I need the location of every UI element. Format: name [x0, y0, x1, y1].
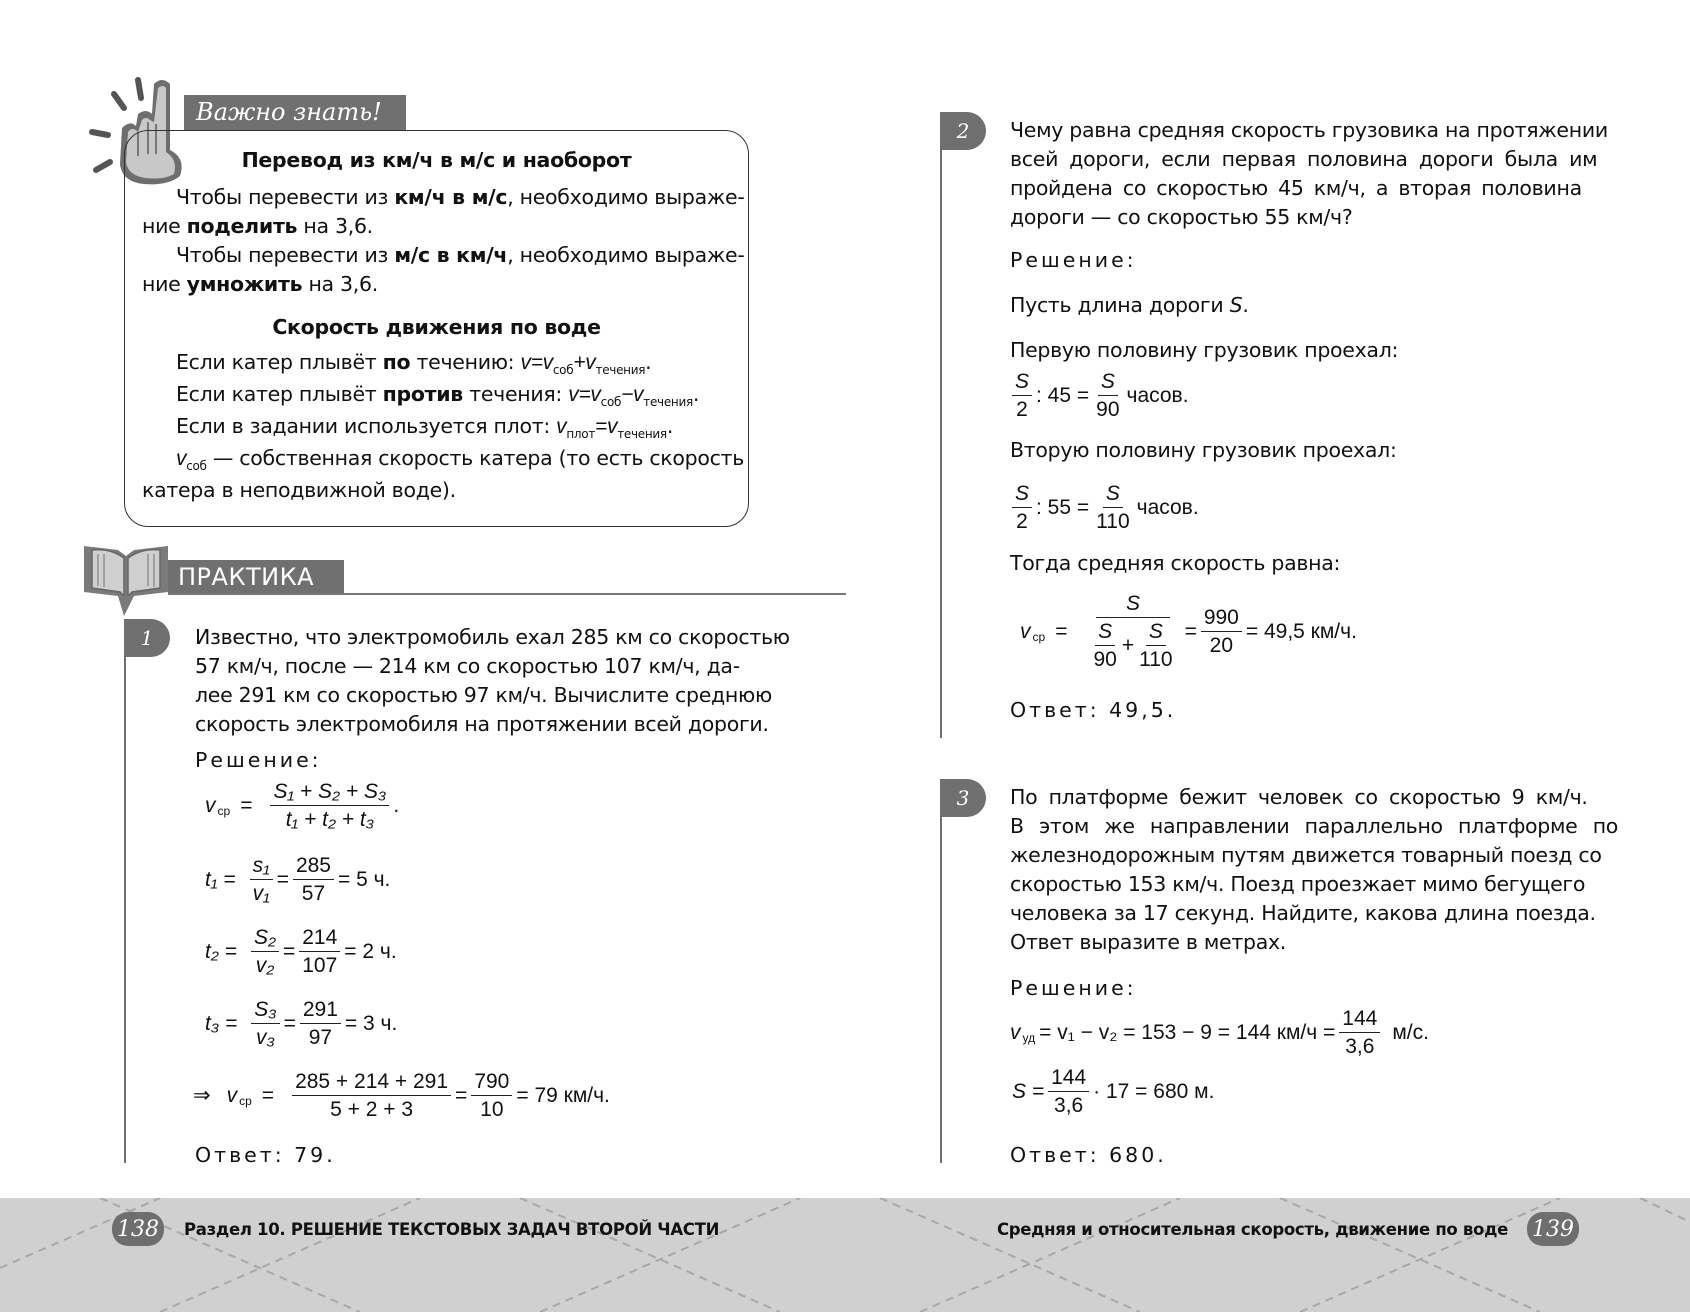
text: Если в задании используется плот: [176, 414, 557, 438]
text: Пусть длина дороги [1010, 293, 1230, 317]
text: течению: [410, 350, 521, 374]
subscript: течения [617, 427, 667, 441]
formula: −v [621, 383, 644, 406]
answer: Ответ: 49,5. [1010, 698, 1177, 722]
fraction-denominator: 90 [1093, 648, 1117, 671]
fraction-denominator: 3,6 [1345, 1035, 1375, 1058]
formula-final-average: ⇒ v ср = $\frac{285 + 214 + 291}{5 + 2 + 3}$ = $\frac{790}{10}$ = 79 км/ч. [193, 1070, 610, 1121]
formula-t2: t₂ = $\frac{\text{S₂}}{\text{v₂}}$ = $\frac{214}{107}$ = 2 ч. [205, 926, 397, 977]
fraction-denominator: 57 [301, 882, 326, 905]
formula-relative-speed [1010, 1005, 1429, 1060]
subscript: ср [1032, 629, 1046, 644]
page-footer [0, 1198, 1690, 1312]
formula: +v [573, 351, 596, 374]
text: течения: [462, 382, 569, 406]
text-bold: поделить [186, 214, 298, 238]
formula-result: = 2 ч. [344, 939, 397, 963]
formula-t1: t₁ = $\frac{\text{s₁}}{\text{v₁}}$ = $\frac{285}{57}$ = 5 ч. [205, 854, 391, 905]
footer-section-title [184, 1220, 719, 1239]
formula-result: = 49,5 км/ч. [1245, 619, 1357, 643]
answer: Ответ: 79. [195, 1143, 336, 1167]
then-label: Тогда средняя скорость равна: [1010, 551, 1341, 575]
subscript: ср [239, 1093, 252, 1108]
page-number-right: 139 [1527, 1212, 1579, 1246]
formula-t3: t₃ = $\frac{\text{S₃}}{\text{v₃}}$ = $\frac{291}{97}$ = 3 ч. [205, 998, 398, 1049]
formula-lhs: t₁ = [205, 867, 236, 891]
formula-var: v [226, 1083, 238, 1107]
rule-own-speed [142, 444, 742, 476]
fraction-numerator: 990 [1201, 604, 1242, 632]
text: ние [142, 272, 187, 296]
practice-banner: ПРАКТИКА [168, 560, 344, 594]
formula: v=v [520, 351, 553, 374]
problem-number-badge: 2 [940, 112, 986, 150]
fraction-numerator: s₁ [250, 852, 273, 880]
problem-number-badge: 1 [124, 619, 170, 657]
text-line: дороги — со скоростью 55 км/ч? [1010, 205, 1353, 229]
formula-average-speed: v ср = $\frac{\text{S₁ + S₂ + S₃}}{\text{t₁ + t₂ + t₃}}$ . [205, 780, 400, 831]
solution-label: Решение: [1010, 976, 1137, 1000]
subscript: соб [552, 363, 574, 377]
fraction-denominator: v₃ [256, 1026, 275, 1049]
box-paragraph-divide [142, 183, 745, 299]
implies-arrow-icon: ⇒ [193, 1084, 211, 1107]
fraction-numerator: S [1012, 368, 1032, 396]
formula-unit: часов. [1136, 495, 1199, 519]
problem-1-text [195, 623, 790, 739]
practice-divider [168, 593, 846, 595]
second-half-label: Вторую половину грузовик проехал: [1010, 438, 1397, 462]
fraction-denominator: 110 [1139, 648, 1173, 671]
box-title-water: Скорость движения по воде [272, 315, 601, 339]
fraction-numerator: S [1103, 480, 1123, 508]
text: катера в неподвижной воде). [142, 478, 456, 502]
formula-result: · 17 = 680 м. [1093, 1079, 1215, 1103]
text: Если катер плывёт [176, 350, 383, 374]
fraction-numerator: S [1146, 618, 1166, 646]
formula-average-speed-2: v ср = S $\frac{S}{90}$ + $\frac{S}{110}$ = $\frac{990}{20}$ = 49,5 км/ч. [1020, 592, 1357, 671]
solution-label: Решение: [1010, 248, 1137, 272]
fraction-denominator: 3,6 [1054, 1094, 1084, 1117]
text: РЕШЕНИЕ ТЕКСТОВЫХ ЗАДАЧ ВТОРОЙ ЧАСТИ [285, 1220, 720, 1239]
text: на 3,6. [302, 272, 378, 296]
text-bold: м/с в км/ч [394, 243, 508, 267]
formula: v [556, 415, 567, 438]
fraction-numerator: 285 + 214 + 291 [292, 1068, 451, 1096]
text: Чтобы перевести из [176, 185, 395, 209]
first-half-label: Первую половину грузовик проехал: [1010, 338, 1399, 362]
subscript: плот [566, 427, 596, 441]
text-line: По платформе бежит человек со скоростью 9 км/ч. [1010, 785, 1588, 809]
fraction-numerator: 790 [471, 1068, 512, 1096]
formula-unit: м/с. [1392, 1020, 1429, 1044]
fraction-denominator: 97 [308, 1026, 333, 1049]
formula-var: v [205, 793, 216, 817]
problem-2-text [1010, 116, 1608, 232]
fraction-numerator: 214 [299, 924, 340, 952]
text-bold: км/ч в м/с [394, 185, 508, 209]
fraction-denominator: 2 [1016, 510, 1028, 533]
formula-var: v [1020, 619, 1031, 643]
formula-lhs: t₂ = [205, 939, 237, 963]
fraction-numerator: S [1098, 368, 1118, 396]
page-number-left: 138 [112, 1212, 164, 1246]
fraction-numerator: S [1095, 618, 1115, 646]
text-line: человека за 17 секунд. Найдите, какова длина поезда. [1010, 901, 1596, 925]
footer-topic-title: Средняя и относительная скорость, движение по воде [996, 1220, 1508, 1239]
text-line: пройдена со скоростью 45 км/ч, а вторая половина [1010, 176, 1582, 200]
formula-unit: часов. [1126, 383, 1189, 407]
fraction-numerator: S₂ [251, 924, 279, 952]
problem-side-bar [940, 112, 942, 738]
subscript: соб [186, 459, 207, 473]
formula-text: : 45 = [1036, 383, 1090, 407]
fraction-denominator: $\frac{S}{90}$ + $\frac{S}{110}$ [1085, 618, 1180, 673]
formula-lhs: S = [1012, 1079, 1045, 1103]
text: Раздел 10. [184, 1220, 286, 1239]
fraction-denominator: 107 [302, 954, 338, 977]
text: , необходимо выраже- [507, 243, 745, 267]
text-line: лее 291 км со скоростью 97 км/ч. Вычислите среднюю [195, 683, 772, 707]
formula-result: = 5 ч. [338, 867, 391, 891]
fraction-numerator: 291 [300, 996, 341, 1024]
open-book-icon [80, 540, 172, 620]
rule-downstream: Если катер плывёт по течению: $v=v_{соб}+v_{течения}$. [176, 350, 652, 377]
text: — собственная скорость катера (то есть скорость [206, 446, 744, 470]
fraction-denominator: 5 + 2 + 3 [330, 1098, 413, 1121]
fraction-denominator: 90 [1096, 398, 1120, 421]
text: ние [142, 214, 187, 238]
solution-let-line: Пусть длина дороги S. [1010, 293, 1249, 317]
fraction-denominator: 10 [480, 1098, 504, 1121]
box-water-rules [142, 348, 742, 505]
problem-side-bar [940, 779, 942, 1163]
text-line: Чему равна средняя скорость грузовика на протяжении [1010, 118, 1608, 142]
text-line: В этом же направлении параллельно платформе по [1010, 814, 1619, 838]
fraction-denominator: 2 [1016, 398, 1028, 421]
fraction-numerator: 144 [1048, 1064, 1089, 1092]
text-line: 57 км/ч, после — 214 км со скоростью 107 км/ч, да- [195, 654, 740, 678]
formula-second-half [1010, 480, 1199, 535]
fraction-numerator: S₁ + S₂ + S₃ [270, 778, 389, 806]
formula-result: = 79 км/ч. [516, 1083, 610, 1107]
text: на 3,6. [297, 214, 373, 238]
text: , необходимо выраже- [507, 185, 745, 209]
subscript: ср [217, 803, 231, 818]
formula-first-half [1010, 368, 1189, 423]
important-banner: Важно знать! [184, 95, 406, 130]
problem-3-text [1010, 783, 1619, 957]
fraction-denominator: 110 [1096, 510, 1130, 533]
text-bold: умножить [186, 272, 303, 296]
fraction-denominator: 20 [1209, 634, 1234, 657]
fraction-numerator: S [1096, 590, 1170, 618]
fraction-denominator: v₂ [255, 954, 275, 977]
subscript: соб [600, 395, 622, 409]
footer-pattern [0, 1198, 1690, 1312]
text: Чтобы перевести из [176, 243, 395, 267]
text-bold: по [382, 350, 411, 374]
fraction-numerator: S₃ [251, 996, 279, 1024]
formula: v=v [568, 383, 601, 406]
problem-number-badge: 3 [940, 779, 986, 817]
answer: Ответ: 680. [1010, 1143, 1167, 1167]
rule-raft: Если в задании используется плот: $v_{плот}=v_{течения}$. [176, 414, 674, 441]
problem-side-bar [124, 619, 126, 1163]
text-line: скорость электромобиля на протяжении всей дороги. [195, 712, 769, 736]
formula-var: S [1229, 293, 1243, 317]
formula: v [176, 447, 187, 470]
solution-label: Решение: [195, 748, 322, 772]
formula-lhs: t₃ = [205, 1011, 238, 1035]
text: Если катер плывёт [176, 382, 383, 406]
formula-result: = 3 ч. [344, 1011, 398, 1035]
subscript: уд [1022, 1030, 1036, 1045]
formula-text: = v₁ − v₂ = 153 − 9 = 144 км/ч = [1039, 1020, 1336, 1044]
text-bold: против [382, 382, 463, 406]
text-line: Ответ выразите в метрах. [1010, 930, 1287, 954]
rule-upstream: Если катер плывёт против течения: $v=v_{соб}-v_{течения}$. [176, 382, 700, 409]
formula-text: : 55 = [1036, 495, 1090, 519]
subscript: течения [595, 363, 646, 377]
text-line: скоростью 153 км/ч. Поезд проезжает мимо бегущего [1010, 872, 1586, 896]
text-line: железнодорожным путям движется товарный поезд со [1010, 843, 1602, 867]
box-title-conversion: Перевод из км/ч в м/с и наоборот [241, 148, 632, 172]
formula-train-length [1012, 1064, 1214, 1119]
fraction-numerator: S [1012, 480, 1032, 508]
fraction-denominator: v₁ [252, 882, 270, 905]
fraction-numerator: 144 [1339, 1005, 1380, 1033]
fraction-denominator: t₁ + t₂ + t₃ [285, 808, 375, 831]
formula-var: v [1010, 1020, 1021, 1044]
text-line: всей дороги, если первая половина дороги была им [1010, 147, 1598, 171]
fraction-numerator: 285 [293, 852, 334, 880]
subscript: течения [643, 395, 693, 409]
text-line: Известно, что электромобиль ехал 285 км со скоростью [195, 625, 790, 649]
formula: =v [595, 415, 618, 438]
